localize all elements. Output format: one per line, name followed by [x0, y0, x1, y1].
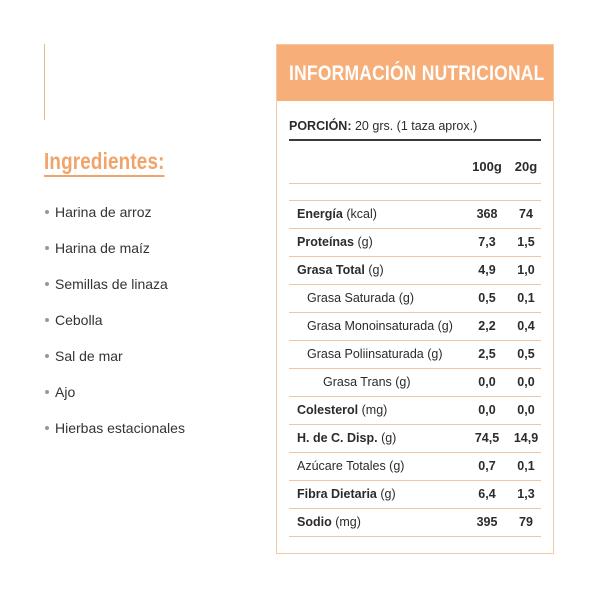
value-100g: 0,5 [478, 291, 496, 305]
value-100g: 74,5 [474, 431, 500, 445]
nutrient-name: Fibra Dietaria [297, 487, 377, 501]
nutrient-name: Proteínas [297, 235, 354, 249]
value-20g: 14,9 [513, 431, 539, 445]
ingredients-list [44, 202, 185, 454]
table-row [289, 313, 541, 341]
nutrient-label [307, 347, 442, 361]
nutrient-name: Azúcare Totales (g) [297, 459, 405, 473]
nutrient-label [297, 515, 361, 529]
portion-rule [289, 139, 541, 141]
table-row [289, 369, 541, 397]
value-100g: 395 [476, 515, 498, 529]
bullet-icon [45, 390, 49, 394]
nutrient-label [297, 459, 404, 473]
value-20g: 0,5 [517, 347, 535, 361]
nutrient-label [297, 235, 373, 249]
value-20g: 74 [519, 207, 533, 221]
nutrient-unit: (mg) [361, 403, 388, 417]
ingredient-item: Cebolla [44, 310, 185, 346]
value-20g: 0,0 [517, 375, 535, 389]
portion-info [289, 119, 477, 133]
nutrient-label [297, 263, 384, 277]
nutrition-title: INFORMACIÓN NUTRICIONAL [289, 62, 545, 85]
table-header [289, 153, 541, 184]
value-20g: 1,0 [517, 263, 535, 277]
nutrient-unit: (g) [368, 263, 384, 277]
nutrient-label [307, 319, 453, 333]
nutrient-name: Sodio [297, 515, 332, 529]
bullet-icon [45, 282, 49, 286]
column-header-100g: 100g [472, 159, 502, 174]
ingredient-item: Ajo [44, 382, 185, 418]
ingredient-item: Harina de maíz [44, 238, 185, 274]
nutrient-name: Colesterol [297, 403, 359, 417]
nutrient-name: Energía [297, 207, 343, 221]
ingredients-title: Ingredientes: [44, 148, 165, 175]
bullet-icon [45, 318, 49, 322]
value-20g: 1,3 [517, 487, 535, 501]
value-100g: 0,0 [478, 375, 496, 389]
table-row [289, 397, 541, 425]
nutrient-label [297, 487, 396, 501]
nutrient-unit: (g) [381, 431, 397, 445]
bullet-icon [45, 246, 49, 250]
nutrient-unit: (mg) [335, 515, 361, 529]
value-20g: 79 [519, 515, 533, 529]
value-100g: 368 [476, 207, 498, 221]
value-20g: 0,1 [517, 291, 535, 305]
ingredient-item: Semillas de linaza [44, 274, 185, 310]
nutrient-name: Grasa Poliinsaturada (g) [307, 347, 443, 361]
portion-label: PORCIÓN: [289, 119, 352, 133]
nutrient-name: Grasa Trans (g) [323, 375, 411, 389]
value-100g: 0,7 [478, 459, 496, 473]
nutrition-table [289, 153, 541, 537]
nutrient-name: Grasa Saturada (g) [307, 291, 414, 305]
bullet-icon [45, 354, 49, 358]
value-100g: 2,2 [478, 319, 496, 333]
nutrient-unit: (g) [380, 487, 396, 501]
ingredient-item: Sal de mar [44, 346, 185, 382]
table-row [289, 453, 541, 481]
value-100g: 7,3 [478, 235, 496, 249]
nutrient-label [307, 291, 414, 305]
table-row [289, 285, 541, 313]
table-body [289, 201, 541, 537]
value-20g: 1,5 [517, 235, 535, 249]
value-100g: 2,5 [478, 347, 496, 361]
nutrient-name: Grasa Total [297, 263, 365, 277]
table-row [289, 229, 541, 257]
nutrient-name: H. de C. Disp. [297, 431, 378, 445]
value-100g: 4,9 [478, 263, 496, 277]
ingredient-item: Hierbas estacionales [44, 418, 185, 454]
table-row [289, 509, 541, 537]
nutrient-label [297, 207, 377, 221]
table-row [289, 257, 541, 285]
nutrition-panel [276, 44, 554, 554]
nutrient-label [323, 375, 411, 389]
table-spacer [289, 184, 541, 201]
nutrient-label [297, 431, 396, 445]
value-20g: 0,0 [517, 403, 535, 417]
nutrient-unit: (kcal) [346, 207, 377, 221]
table-row [289, 425, 541, 453]
table-row [289, 341, 541, 369]
bullet-icon [45, 426, 49, 430]
nutrient-unit: (g) [357, 235, 373, 249]
ingredient-item: Harina de arroz [44, 202, 185, 238]
nutrient-name: Grasa Monoinsaturada (g) [307, 319, 453, 333]
portion-value: 20 grs. (1 taza aprox.) [354, 119, 478, 133]
value-100g: 0,0 [478, 403, 496, 417]
value-100g: 6,4 [478, 487, 496, 501]
value-20g: 0,1 [517, 459, 535, 473]
nutrition-header [277, 45, 553, 101]
nutrient-label [297, 403, 387, 417]
table-row [289, 201, 541, 229]
decorative-divider [44, 44, 45, 120]
bullet-icon [45, 210, 49, 214]
table-row [289, 481, 541, 509]
column-header-20g: 20g [514, 159, 538, 174]
value-20g: 0,4 [517, 319, 535, 333]
